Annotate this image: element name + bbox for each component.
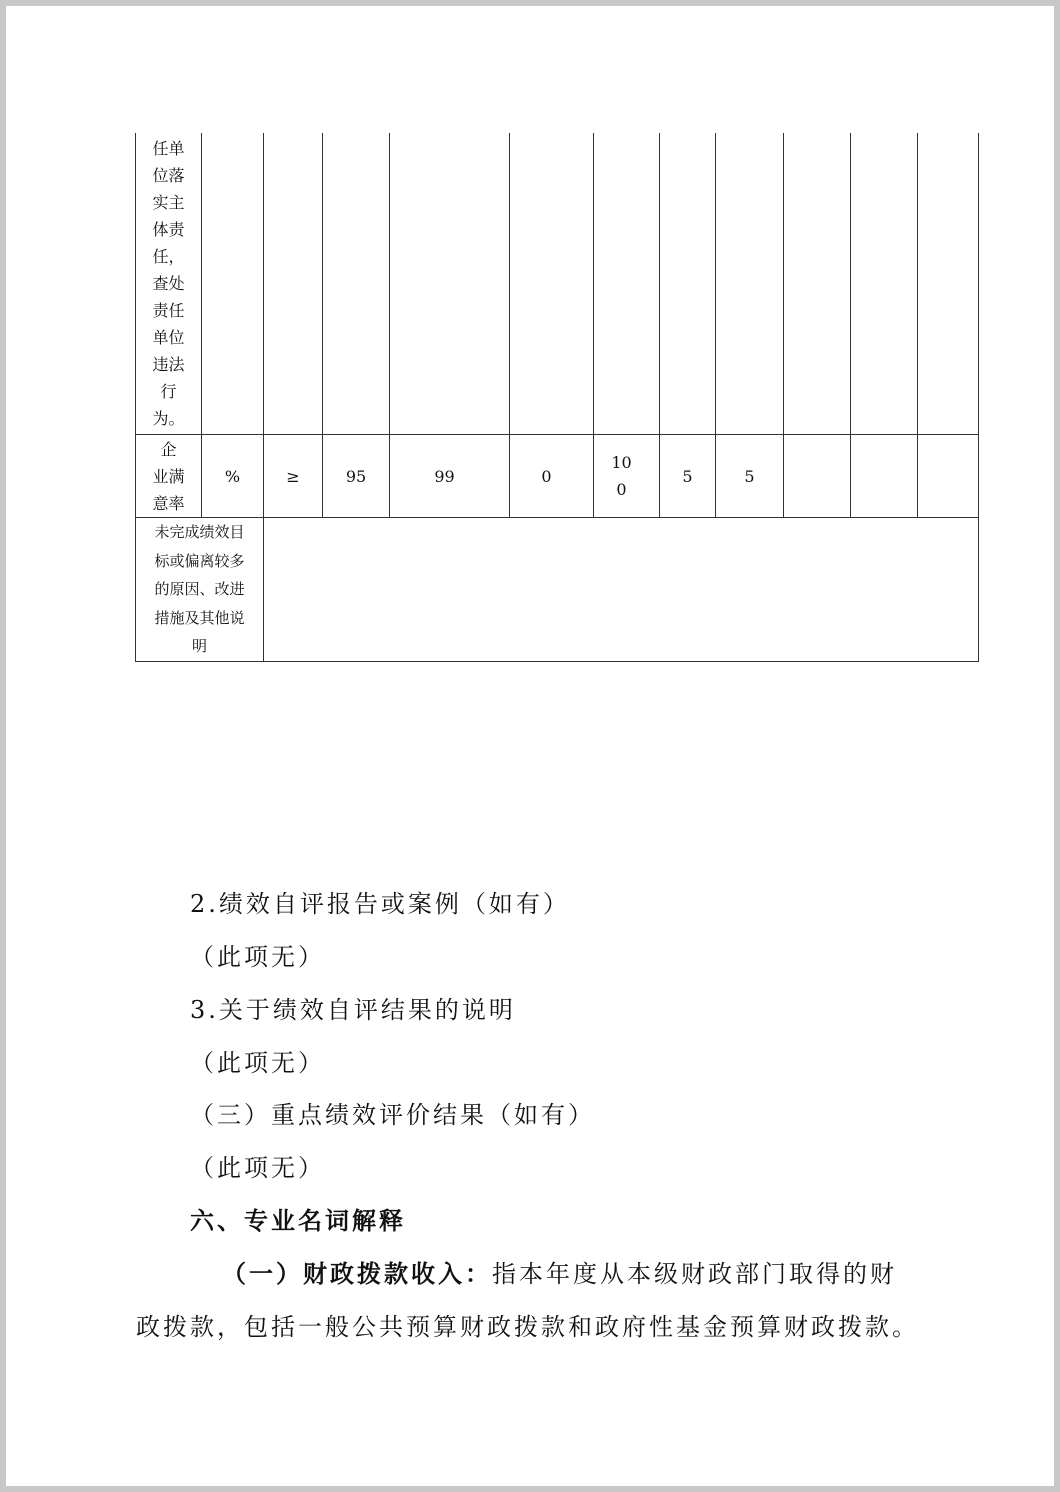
- table-row: [136, 518, 979, 662]
- section-note: （此项无）: [190, 1049, 325, 1077]
- operator-cell: [264, 435, 323, 518]
- indicator-name: 企 业满 意率: [152, 439, 185, 513]
- section-heading-self-eval-report: 2.绩效自评报告或案例（如有）: [190, 890, 570, 918]
- section-heading-key-evaluation: （三）重点绩效评价结果（如有）: [190, 1101, 595, 1129]
- weight-value: 5: [682, 466, 693, 486]
- target-value: 95: [345, 466, 367, 486]
- table-cell: [784, 133, 851, 435]
- performance-table: [135, 133, 979, 662]
- table-cell: [918, 133, 979, 435]
- deviation-value: 0: [541, 466, 552, 486]
- glossary-paragraph-line1: [222, 1254, 897, 1289]
- section-heading-glossary: 六、专业名词解释: [190, 1206, 406, 1235]
- table-cell: [594, 133, 660, 435]
- indicator-text: 任单 位落 实主 体责 任， 查处 责任 单位 违法 行 为。: [152, 139, 185, 428]
- table-cell: [264, 133, 323, 435]
- unit-cell: [202, 435, 264, 518]
- section-heading-self-eval-results: 3.关于绩效自评结果的说明: [190, 996, 516, 1024]
- score-cell: [716, 435, 784, 518]
- actual-value: 99: [434, 466, 455, 486]
- table-cell: [202, 133, 264, 435]
- glossary-paragraph-line2: 政拨款，包括一般公共预算财政拨款和政府性基金预算财政拨款。: [136, 1313, 919, 1341]
- deviation-cell: [510, 435, 594, 518]
- section-note: （此项无）: [190, 1154, 325, 1182]
- completion-value: 10 0: [611, 453, 632, 499]
- table-cell: [851, 435, 918, 518]
- target-cell: [323, 435, 390, 518]
- weight-cell: [660, 435, 716, 518]
- table-cell: [323, 133, 390, 435]
- glossary-term: （一）财政拨款收入：: [222, 1259, 492, 1288]
- table-cell: [851, 133, 918, 435]
- note-label-cell: [136, 518, 264, 662]
- indicator-name-cell: [136, 435, 202, 518]
- table-row: [136, 133, 979, 435]
- table-cell: [660, 133, 716, 435]
- actual-cell: [390, 435, 510, 518]
- table-cell: [390, 133, 510, 435]
- table-row: [136, 435, 979, 518]
- completion-cell: [594, 435, 660, 518]
- indicator-text-cell: [136, 133, 202, 435]
- glossary-definition: 指本年度从本级财政部门取得的财: [492, 1260, 897, 1288]
- table-cell: [510, 133, 594, 435]
- table-cell: [918, 435, 979, 518]
- score-value: 5: [744, 466, 755, 486]
- unit-value: %: [224, 466, 241, 486]
- note-content-cell: [264, 518, 979, 662]
- note-label: 未完成绩效目 标或偏离较多 的原因、改进 措施及其他说 明: [154, 523, 245, 655]
- operator-value: ≥: [286, 466, 300, 486]
- table-cell: [784, 435, 851, 518]
- table-cell: [716, 133, 784, 435]
- section-note: （此项无）: [190, 943, 325, 971]
